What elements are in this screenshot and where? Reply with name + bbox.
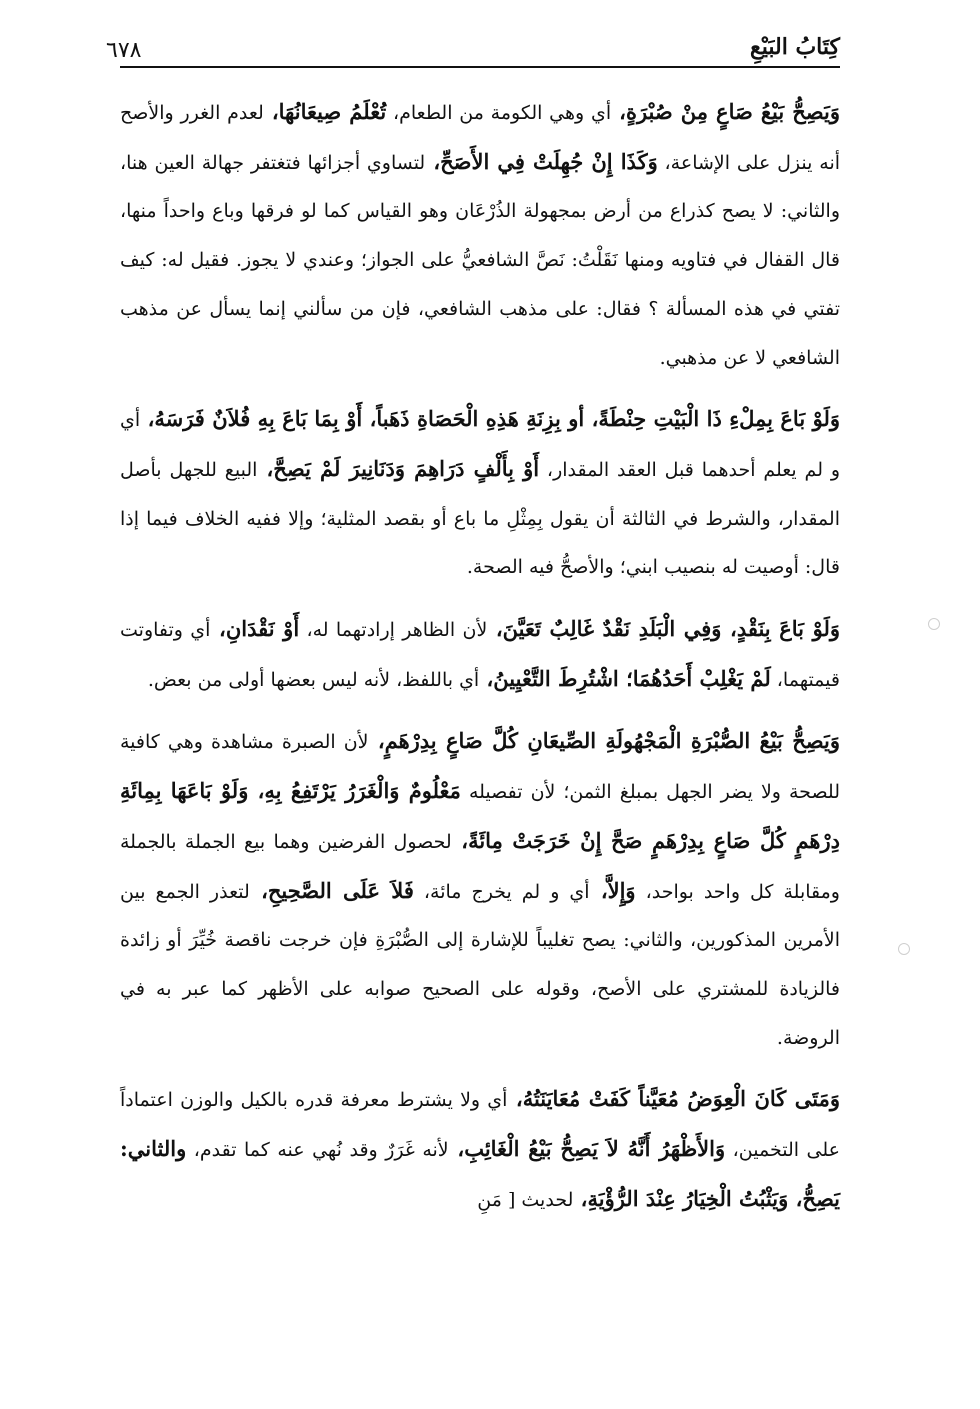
text-segment: أَوْ بِأَلْفٍ دَرَاهِمَ وَدَنَانِيرَ لَمْ يَصِحَّ، [257,455,540,481]
text-segment: البيع للجهل بأصل المقدار، والشرط في الثالثة أن يقول بِمِثْلِ ما باع أو بقصد المثلية؛ وإلا ففيه الخلاف فيما إذا قال: أوصيت له بنصيب ابني؛ والأصحُّ فيه الصحة. [120,458,840,579]
text-segment: لعدم الغرر والأصح أنه ينزل على الإشاعة، [120,102,841,174]
paragraph [120,605,840,704]
text-segment: وَمَتَى كَانَ الْعِوَضُ مُعَيَّناً كَفَتْ مُعَايَنَتُهُ، [507,1086,840,1112]
text-segment: أي باللفظ، لأنه ليس بعضها أولى من بعض. [147,668,480,691]
paragraph [120,1075,840,1224]
text-segment: فَلاَ عَلَى الصَّحِيحِ، [249,877,414,903]
text-segment: وَلَوْ بَاعَ بِمِلْءِ ذَا الْبَيْتِ حِنْطَةً، أو بِزِنَةِ هَذِهِ الْحَصَاةِ ذَهَباً، أَوْ بِمَا بَاعَ بِهِ فُلاَنٌ فَرَسَهُ، [140,406,840,432]
text-segment: لتعذر الجمع بين الأمرين المذكورين، والثاني: يصح تغليباً للإشارة إلى الصُّبْرَةِ فإن خرجت ناقصة خُيِّرَ أو زائدة فالزيادة للمشتري على الأصح، وقوله على الصحيح صوابه على الأظهر كما عبر به في الروضة. [120,880,840,1049]
paragraph [120,395,840,592]
text-segment: أَوْ نَقْدَانِ، [210,616,300,642]
paragraph [120,88,840,382]
text-segment: تُعْلَمُ صِيعَانُهَا، [263,99,387,124]
running-title: كِتَابُ البَيْعِ [750,34,840,60]
text-segment: أي وهي الكومة من الطعام، [386,102,612,124]
paragraph [120,717,840,1062]
running-head [106,32,840,68]
text-segment: وَإِلاَّ، [589,877,636,903]
text-segment: لأنه غَرَرٌ وقد نُهي عنه كما تقدم، [186,1139,449,1162]
text-segment: وَالأَظْهَرُ أَنَّهُ لاَ يَصِحُّ بَيْعُ الْغَائِبِ، [448,1136,726,1162]
scan-speck [898,943,910,955]
body-text [120,88,840,1237]
text-segment: أي و لم يعلم أحدهما قبل العقد المقدار، [120,409,840,481]
page-number: ٦٧٨ [106,38,142,63]
text-segment: لحصول الفرضين وهما بيع الجملة بالجملة ومقابلة كل واحد بواحد، [120,830,840,903]
text-segment: مَعْلُومٌ وَالْغَرَرُ يَرْتَفِعُ بِهِ، وَلَوْ بَاعَهَا بِمِائَةِ دِرْهَمٍ كُلَّ صَاعٍ بِدِرْهَمٍ صَحَّ إِنْ خَرَجَتْ مِائَةً، [120,778,840,853]
text-segment: لحديث [ مَنِ [477,1188,574,1211]
text-segment: وَيَصِحُّ بَيْعُ الصُّبْرَةِ الْمَجْهُولَةِ الصِّيعَانِ كُلَّ صَاعٍ بِدِرْهَمٍ، [368,728,840,754]
text-segment: أي ولا يشترط معرفة قدره بالكيل والوزن اعتماداً على التخمين، [120,1089,840,1162]
text-segment: وَيَصِحُّ بَيْعُ صَاعٍ مِنْ صُبْرَةٍ، [611,99,840,124]
scan-speck [928,618,940,630]
text-segment: لأن الصبرة مشاهدة وهي كافية للصحة ولا يضر الجهل بمبلغ الثمن؛ لأن تفصيله [120,731,840,804]
book-page [106,0,841,1409]
text-segment: لَمْ يَغْلِبْ أَحَدُهُمَا؛ اشْتُرِطَ التَّعْيِينُ، [479,665,771,691]
text-segment: لتساوي أجزائها فتغتفر جهالة العين هنا، والثاني: لا يصح كذراع من أرض بمجهولة الذُرْعَان وهو القياس كما لو فرقها وباع واحداً منها، قال القفال في فتاويه ومنها نَقَلْتُ: نَصَّ الشافعيُّ على الجواز؛ وعندي لا يجوز. فقيل له: كيف تفتي في هذه المسألة ؟ فقال: على مذهب الشافعي، فإن من سألني إنما يسأل عن مذهب الشافعي لا عن مذهبي. [120,151,840,369]
text-segment: والثاني: يَصِحُّ، وَيَثْبُتُ الْخِيَارُ عِنْدَ الرُّؤْيَةِ، [120,1136,840,1211]
text-segment: وَكَذَا إِنْ جُهِلَتْ فِي الأَصَحِّ، [425,148,658,174]
text-segment: أي و لم يخرج مائة، [413,880,590,903]
text-segment: وَلَوْ بَاعَ بِنَقْدٍ، وَفِي الْبَلَدِ نَقْدٌ غَالِبٌ تَعَيَّنَ، [487,616,840,642]
text-segment: أي وتفاوتت قيمتهما، [120,619,840,691]
text-segment: لأن الظاهر إرادتهما له، [299,619,488,642]
